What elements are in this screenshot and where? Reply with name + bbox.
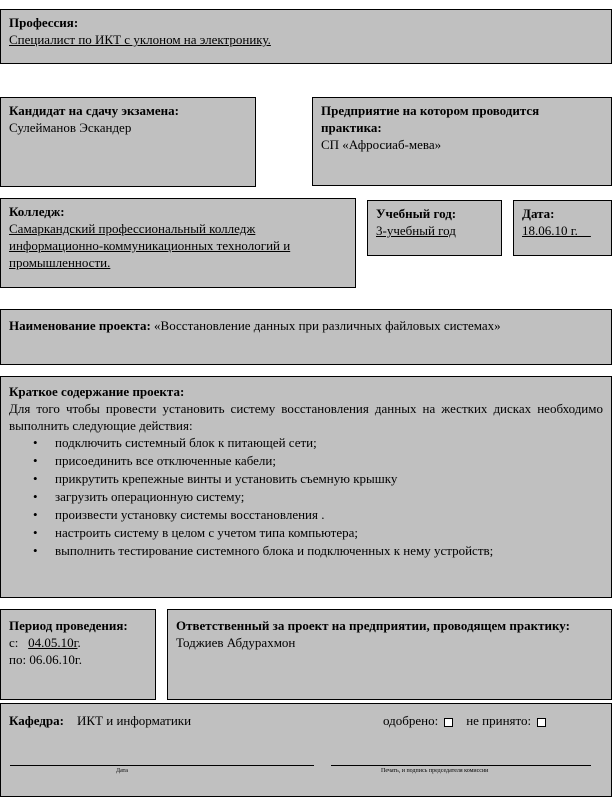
candidate-box <box>0 97 256 187</box>
profession-box <box>0 9 612 64</box>
date-caption: Дата <box>116 768 128 774</box>
bullet-icon: • <box>33 471 38 486</box>
rejected-label: не принято: <box>466 713 532 728</box>
period-to-label: по: <box>9 652 27 667</box>
task-item <box>9 488 603 506</box>
school-year-box <box>367 200 502 256</box>
rejected-checkbox[interactable] <box>537 718 546 727</box>
task-text: загрузить операционную систему; <box>55 489 245 504</box>
college-box <box>0 198 356 288</box>
period-to <box>9 651 147 668</box>
approved-label: одобрено: <box>383 713 439 728</box>
task-item <box>9 452 603 470</box>
period-from <box>9 634 147 651</box>
date-box <box>513 200 612 256</box>
period-from-label: с: <box>9 635 19 650</box>
task-item <box>9 434 603 452</box>
enterprise-value: СП «Афросиаб-мева» <box>321 137 442 152</box>
commission-signature-line <box>331 765 591 766</box>
date-signature-line <box>10 765 314 766</box>
period-from-suffix: . <box>77 635 81 650</box>
enterprise-label: Предприятие на котором проводится практика: <box>321 103 540 135</box>
responsible-name: Тоджиев Абдурахмон <box>176 635 296 650</box>
bullet-icon: • <box>33 453 38 468</box>
bullet-icon: • <box>33 489 38 504</box>
department-row <box>9 712 191 729</box>
responsible-box <box>167 609 612 700</box>
decision-row <box>383 712 546 729</box>
bullet-icon: • <box>33 435 38 450</box>
department-box <box>0 703 612 797</box>
responsible-label: Ответственный за проект на предприятии, проводящем практику: <box>176 618 570 633</box>
period-to-value: 06.06.10г. <box>29 652 82 667</box>
date-label: Дата: <box>522 206 555 221</box>
task-item <box>9 542 603 560</box>
task-item <box>9 470 603 488</box>
school-year-label: Учебный год: <box>376 206 457 221</box>
task-text: произвести установку системы восстановления . <box>55 507 325 522</box>
approved-checkbox[interactable] <box>444 718 453 727</box>
summary-label: Краткое содержание проекта: <box>9 384 185 399</box>
task-text: выполнить тестирование системного блока и подключенных к нему устройств; <box>55 543 494 558</box>
task-text: прикрутить крепежные винты и установить съемную крышку <box>55 471 398 486</box>
candidate-label: Кандидат на сдачу экзамена: <box>9 103 179 118</box>
department-value: ИКТ и информатики <box>76 713 192 728</box>
school-year-value: 3-учебный год <box>376 223 456 238</box>
task-text: настроить систему в целом с учетом типа компьютера; <box>55 525 358 540</box>
summary-box <box>0 376 612 598</box>
college-label: Колледж: <box>9 204 65 219</box>
project-name-box <box>0 309 612 365</box>
signature-caption: Печать, и подпись председателя комиссии <box>381 768 489 774</box>
period-box <box>0 609 156 700</box>
bullet-icon: • <box>33 525 38 540</box>
department-label: Кафедра: <box>9 713 64 728</box>
task-item <box>9 506 603 524</box>
bullet-icon: • <box>33 543 38 558</box>
bullet-icon: • <box>33 507 38 522</box>
project-name-label: Наименование проекта: <box>9 318 151 333</box>
task-item <box>9 524 603 542</box>
summary-intro: Для того чтобы провести установить систему восстановления данных на жестких дисках необходимо выполнить следующие действия: <box>9 401 603 433</box>
profession-value: Специалист по ИКТ с уклоном на электронику. <box>9 32 271 47</box>
task-text: подключить системный блок к питающей сети; <box>55 435 317 450</box>
college-value: Самаркандский профессиональный колледж информационно-коммуникационных технологий и промышленности. <box>9 221 291 270</box>
period-label: Период проведения: <box>9 618 128 633</box>
candidate-name: Сулейманов Эскандер <box>9 120 132 135</box>
summary-task-list <box>9 434 603 560</box>
date-value: 18.06.10 г. <box>522 223 591 238</box>
enterprise-box <box>312 97 612 186</box>
period-from-value: 04.05.10г <box>28 635 78 650</box>
profession-label: Профессия: <box>9 15 79 30</box>
task-text: присоединить все отключенные кабели; <box>55 453 276 468</box>
project-name-value: «Восстановление данных при различных файловых системах» <box>154 318 501 333</box>
